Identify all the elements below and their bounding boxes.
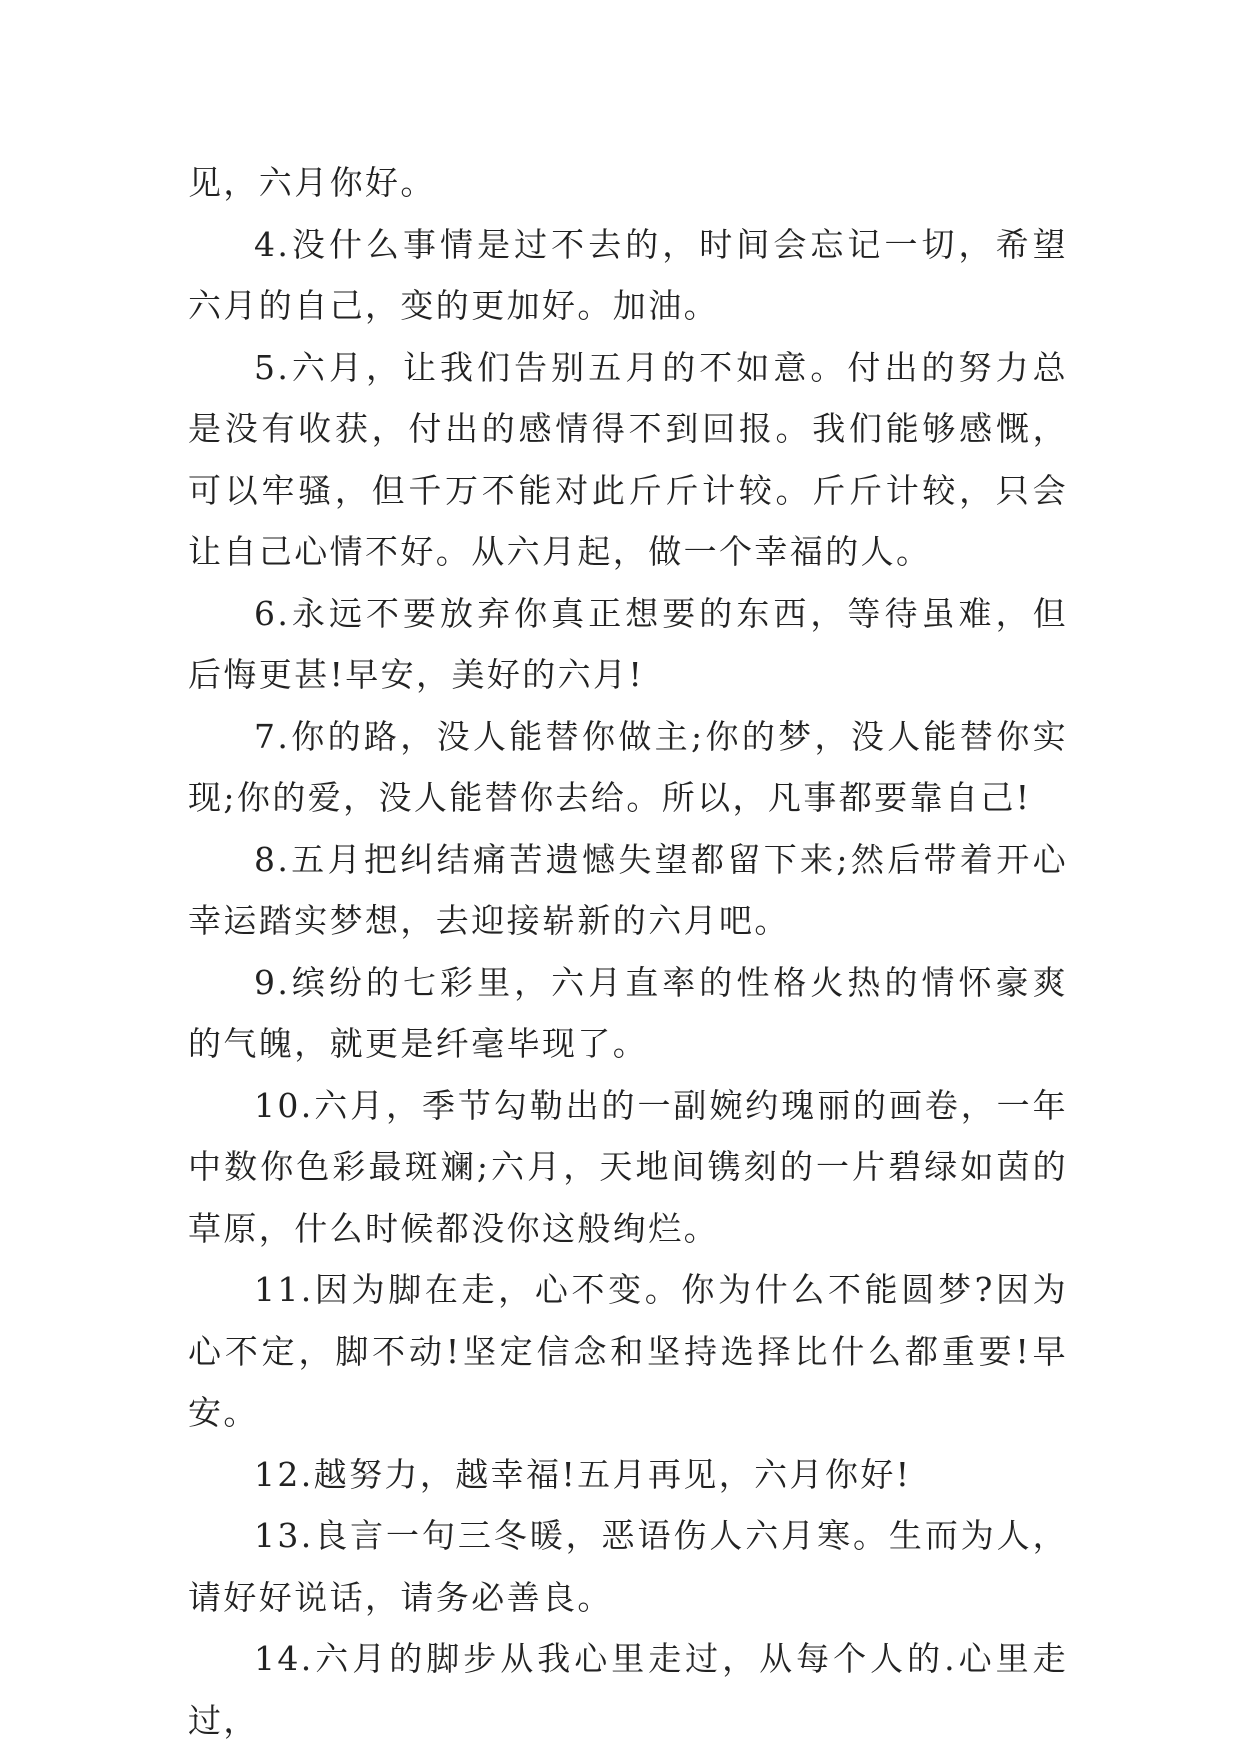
paragraph-item-4: 4.没什么事情是过不去的，时间会忘记一切，希望六月的自己，变的更加好。加油。 [188, 224, 1068, 325]
paragraph-item-7: 7.你的路，没人能替你做主;你的梦，没人能替你实现;你的爱，没人能替你去给。所以，凡事都要靠自己! [188, 716, 1068, 817]
paragraph-continuation: 见，六月你好。 [188, 163, 436, 202]
paragraph-item-14: 14.六月的脚步从我心里走过，从每个人的.心里走过， [188, 1639, 1068, 1740]
paragraph-item-6: 6.永远不要放弃你真正想要的东西，等待虽难，但后悔更甚!早安，美好的六月! [188, 593, 1068, 694]
paragraph-item-9: 9.缤纷的七彩里，六月直率的性格火热的情怀豪爽的气魄，就更是纤毫毕现了。 [188, 962, 1068, 1063]
paragraph-item-10: 10.六月，季节勾勒出的一副婉约瑰丽的画卷，一年中数你色彩最斑斓;六月，天地间镌刻的一片碧绿如茵的草原，什么时候都没你这般绚烂。 [188, 1085, 1068, 1248]
paragraph-item-8: 8.五月把纠结痛苦遗憾失望都留下来;然后带着开心幸运踏实梦想，去迎接崭新的六月吧。 [188, 839, 1068, 940]
document-body [188, 152, 1068, 1751]
paragraph-item-11: 11.因为脚在走，心不变。你为什么不能圆梦?因为心不定，脚不动!坚定信念和坚持选择比什么都重要!早安。 [188, 1270, 1068, 1432]
paragraph-item-5: 5.六月，让我们告别五月的不如意。付出的努力总是没有收获，付出的感情得不到回报。我们能够感慨，可以牢骚，但千万不能对此斤斤计较。斤斤计较，只会让自己心情不好。从六月起，做一个幸福的人。 [188, 347, 1068, 571]
paragraph-item-12: 12.越努力，越幸福!五月再见，六月你好! [254, 1454, 912, 1494]
paragraph-item-13: 13.良言一句三冬暖，恶语伤人六月寒。生而为人，请好好说话，请务必善良。 [188, 1516, 1068, 1617]
